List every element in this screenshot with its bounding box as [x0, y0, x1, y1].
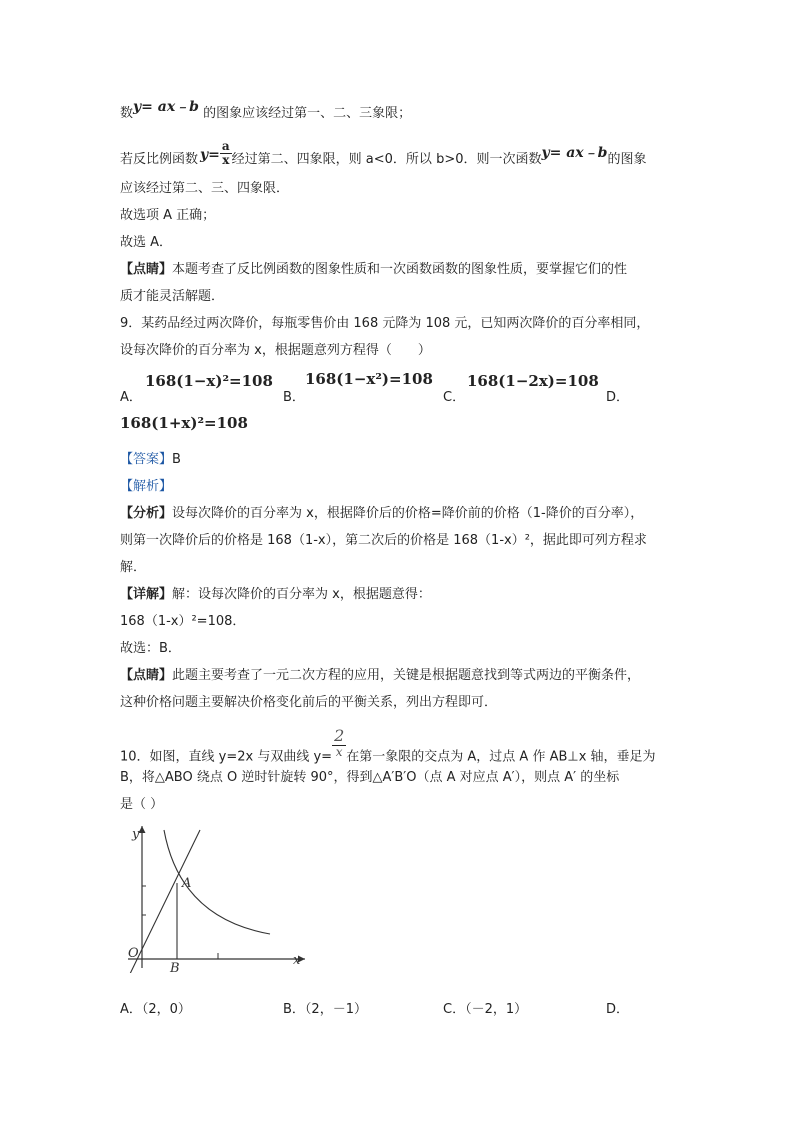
q9-option-d-label: D．: [606, 390, 630, 405]
q9-detail-3: 故选：B．: [120, 641, 181, 656]
q10-option-c: C．（－2，1）: [443, 1002, 528, 1017]
answer-value: B: [172, 452, 181, 467]
q9-option-b: 168(1−x²)=108: [305, 370, 433, 388]
tip-text: 本题考查了反比例函数的图象性质和一次函数函数的图象性质，要掌握它们的性: [172, 262, 628, 277]
tip-label: 【点睛】: [120, 668, 173, 683]
q9-option-d: 168(1+x)²=108: [120, 414, 248, 432]
text: 数: [120, 106, 134, 121]
equation: y= ax﹣b: [133, 99, 199, 115]
q10-stem-3: 是（ ）: [120, 797, 164, 812]
text: 若反比例函数: [120, 152, 199, 167]
x-axis-label: x: [293, 953, 301, 968]
q10-figure: [120, 818, 320, 973]
q10-stem-2: B，将△ABO 绕点 O 逆时针旋转 90°，得到△A′B′O（点 A 对应点 A′），则点 A′ 的坐标: [120, 770, 620, 785]
origin-label: O: [128, 946, 139, 961]
text: 经过第二、四象限，则 a<0．所以 b>0．则一次函数: [231, 152, 542, 167]
fraction-a-over-x: $\frac{a}{x}$: [221, 139, 230, 167]
answer-label: 【答案】: [120, 452, 173, 467]
text: 10．如图，直线 y=2x 与双曲线 y=: [120, 749, 333, 765]
q9-option-a-label: A．: [120, 390, 142, 405]
q10-option-d: D．: [606, 1002, 630, 1017]
q9-stem-1: 9．某药品经过两次降价，每瓶零售价由 168 元降为 108 元，已知两次降价的百分率相同，: [120, 316, 650, 331]
detail-text: 解：设每次降价的百分率为 x，根据题意得：: [172, 587, 431, 602]
q9-detail-1: [120, 585, 431, 605]
q8-line-4: 故选项 A 正确；: [120, 208, 216, 223]
q9-option-c: 168(1−2x)=108: [467, 372, 599, 390]
equation: y= ax﹣b: [541, 145, 608, 161]
text: 在第一象限的交点为 A，过点 A 作 AB⊥x 轴，垂足为: [346, 749, 656, 765]
q8-line-5: 故选 A．: [120, 235, 173, 250]
point-a-label: A: [182, 876, 192, 891]
q9-option-a: 168(1−x)²=108: [145, 372, 273, 390]
text: 的图象: [607, 152, 647, 167]
point-b-label: B: [170, 961, 180, 973]
equation: y=: [200, 147, 220, 163]
hyperbola-curve: [164, 830, 270, 934]
q9-tip-1: [120, 666, 640, 686]
fenxi-text: 设每次降价的百分率为 x，根据降价后的价格=降价前的价格（1-降价的百分率），: [172, 506, 644, 521]
q9-tip-2: 这种价格问题主要解决价格变化前后的平衡关系，列出方程即可．: [120, 695, 498, 710]
line-y-2x: [128, 830, 200, 973]
q9-fenxi-3: 解．: [120, 560, 147, 575]
q9-analysis-label: 【解析】: [120, 479, 173, 494]
q8-tip-line-1: [120, 260, 627, 280]
q9-fenxi-1: [120, 504, 643, 524]
q9-fenxi-2: 则第一次降价后的价格是 168（1-x），第二次后的价格是 168（1-x）²，据此即可列方程求: [120, 533, 647, 548]
q9-answer: [120, 450, 181, 470]
text: 的图象应该经过第一、二、三象限；: [198, 106, 412, 121]
tip-label: 【点睛】: [120, 262, 173, 277]
q9-option-b-label: B．: [283, 390, 305, 405]
detail-label: 【详解】: [120, 587, 173, 602]
y-axis-label: y: [132, 827, 140, 842]
fenxi-label: 【分析】: [120, 506, 173, 521]
q8-line-3: 应该经过第二、三、四象限．: [120, 181, 290, 196]
tip-text: 此题主要考查了一元二次方程的应用，关键是根据题意找到等式两边的平衡条件，: [172, 668, 641, 683]
q10-option-b: B．（2，－1）: [283, 1002, 367, 1017]
q8-line-1: [120, 99, 412, 124]
q8-line-2: [120, 139, 647, 173]
q10-option-a: A．（2，0）: [120, 1002, 191, 1017]
q9-detail-2: 168（1-x）²=108．: [120, 614, 246, 629]
fraction-2-over-x: $\frac{2}{x}$: [334, 726, 345, 759]
q9-option-c-label: C．: [443, 390, 466, 405]
q9-stem-2: 设每次降价的百分率为 x，根据题意列方程得（ ）: [120, 343, 431, 358]
q8-tip-line-2: 质才能灵活解题．: [120, 289, 225, 304]
